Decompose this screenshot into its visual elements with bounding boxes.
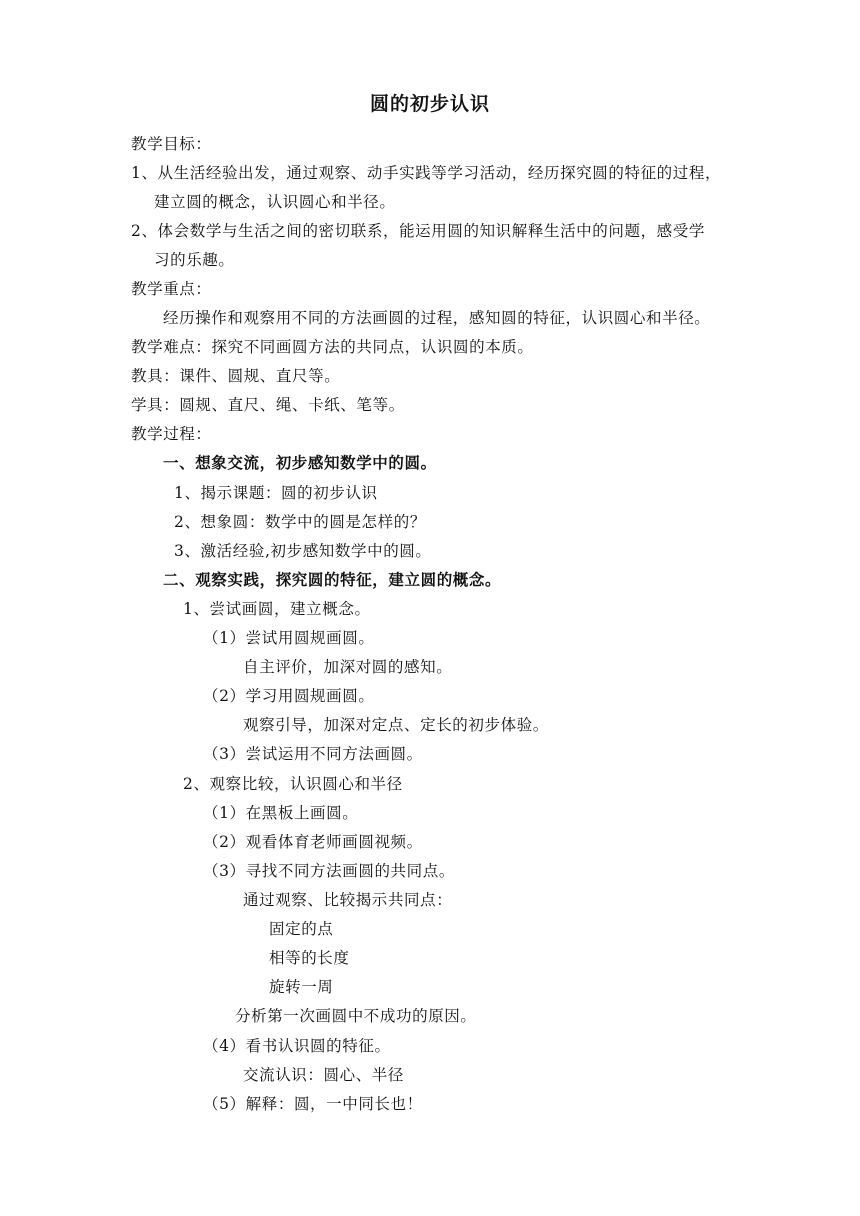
process-2-2-item-5: （5）解释：圆，一中同长也！ <box>203 1095 423 1113</box>
process-2-2-item-4: （4）看书认识圆的特征。 <box>203 1037 391 1055</box>
process-2-2-item-4-note: 交流认识：圆心、半径 <box>243 1066 405 1084</box>
process-2-2-item-3: （3）寻找不同方法画圆的共同点。 <box>203 862 455 880</box>
process-1-step-2: 2、想象圆：数学中的圆是怎样的？ <box>174 513 426 531</box>
teaching-aids-text: 教具：课件、圆规、直尺等。 <box>131 367 341 385</box>
key-points-text: 经历操作和观察用不同的方法画圆的过程，感知圆的特征，认识圆心和半径。 <box>163 309 711 327</box>
process-2-2-item-1: （1）在黑板上画圆。 <box>203 804 359 822</box>
process-2-1-item-3: （3）尝试运用不同方法画圆。 <box>203 745 423 763</box>
process-2-1-item-2-note: 观察引导，加深对定点、定长的初步体验。 <box>243 716 549 734</box>
process-2-step-2: 2、观察比较，认识圆心和半径 <box>183 775 403 793</box>
objective-2-line-2: 习的乐趣。 <box>154 251 235 269</box>
section-key-points-heading: 教学重点： <box>131 280 212 298</box>
objective-2-line-1: 2、体会数学与生活之间的密切联系，能运用圆的知识解释生活中的问题，感受学 <box>131 222 705 240</box>
process-2-2-item-2: （2）观看体育老师画圆视频。 <box>203 833 423 851</box>
student-materials-text: 学具：圆规、直尺、绳、卡纸、笔等。 <box>131 396 405 414</box>
objective-1-line-2: 建立圆的概念，认识圆心和半径。 <box>154 193 396 211</box>
process-2-1-item-1-note: 自主评价，加深对圆的感知。 <box>243 658 453 676</box>
section-objectives-heading: 教学目标： <box>131 135 212 153</box>
common-point-2: 相等的长度 <box>269 949 350 967</box>
process-1-step-3: 3、激活经验,初步感知数学中的圆。 <box>174 542 432 560</box>
process-2-step-1: 1、尝试画圆，建立概念。 <box>183 600 371 618</box>
common-point-3: 旋转一周 <box>269 978 334 996</box>
objective-1-line-1: 1、从生活经验出发，通过观察、动手实践等学习活动，经历探究圆的特征的过程， <box>131 164 722 182</box>
process-2-1-item-2: （2）学习用圆规画圆。 <box>203 687 375 705</box>
common-point-1: 固定的点 <box>269 920 334 938</box>
analysis-note: 分析第一次画圆中不成功的原因。 <box>235 1007 477 1025</box>
process-2-1-item-1: （1）尝试用圆规画圆。 <box>203 629 375 647</box>
process-part-1-heading: 一、想象交流，初步感知数学中的圆。 <box>163 453 437 472</box>
process-2-2-item-3-note: 通过观察、比较揭示共同点： <box>243 891 453 909</box>
difficulty-text: 教学难点：探究不同画圆方法的共同点，认识圆的本质。 <box>131 338 534 356</box>
page-title: 圆的初步认识 <box>369 93 490 115</box>
process-part-2-heading: 二、观察实践，探究圆的特征，建立圆的概念。 <box>163 570 502 589</box>
process-1-step-1: 1、揭示课题：圆的初步认识 <box>174 484 378 502</box>
section-process-heading: 教学过程： <box>131 425 212 443</box>
